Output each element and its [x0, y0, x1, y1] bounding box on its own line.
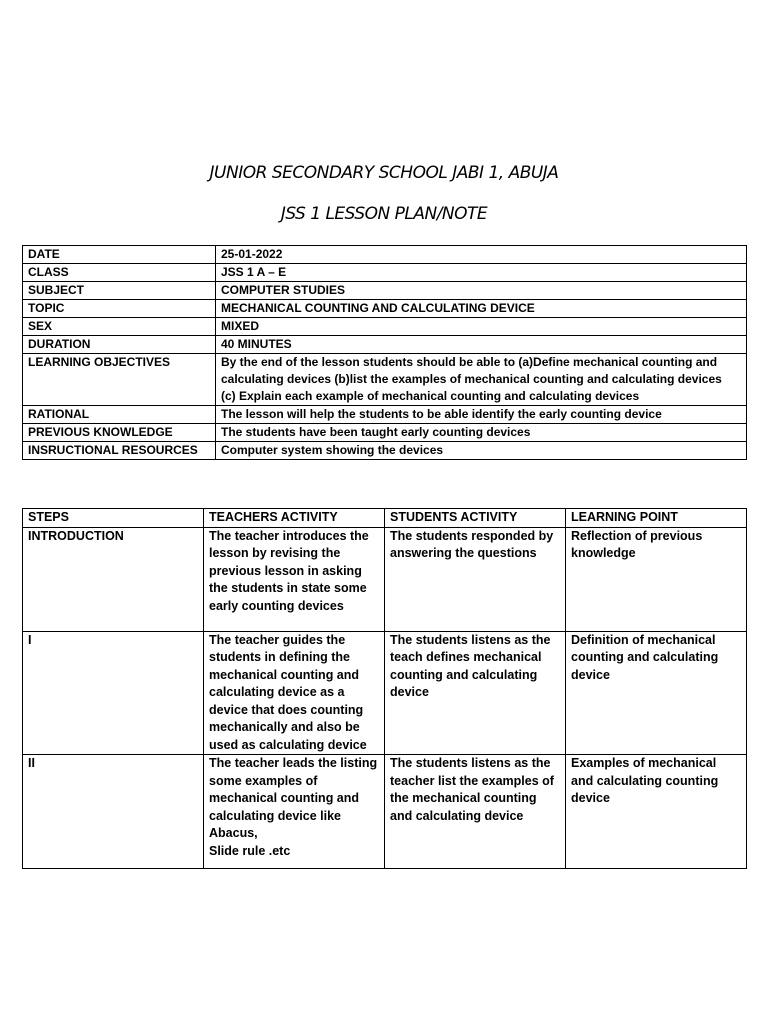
objectives-text: By the end of the lesson students should be able to (a)Define mechanical counting and calculating devices (b)list the examples of mechanical counting and calculating devices — [221, 355, 722, 386]
info-label: INSRUCTIONAL RESOURCES — [23, 442, 216, 460]
info-label: DATE — [23, 246, 216, 264]
objectives-text-c: (c) Explain each example of mechanical counting and calculating devices — [221, 389, 640, 403]
step-cell: I — [23, 631, 204, 755]
info-value: MECHANICAL COUNTING AND CALCULATING DEVICE — [216, 300, 747, 318]
teacher-activity-cell: The teacher guides the students in defining the mechanical counting and calculating device as a device that does counting mechanically and also be used as calculating device — [204, 631, 385, 755]
info-row-class — [23, 264, 747, 282]
learning-point-cell: Definition of mechanical counting and calculating device — [566, 631, 747, 755]
lesson-info-table — [22, 245, 747, 460]
teacher-activity-text-cont: Slide rule .etc — [209, 843, 291, 858]
info-value: 25-01-2022 — [216, 246, 747, 264]
info-value: 40 MINUTES — [216, 336, 747, 354]
students-activity-cell: The students listens as the teach defines mechanical counting and calculating device — [385, 631, 566, 755]
info-label: SEX — [23, 318, 216, 336]
step-row-introduction — [23, 527, 747, 631]
info-row-previous-knowledge — [23, 424, 747, 442]
info-label: SUBJECT — [23, 282, 216, 300]
info-label: CLASS — [23, 264, 216, 282]
info-row-sex — [23, 318, 747, 336]
info-label: RATIONAL — [23, 406, 216, 424]
column-header: STEPS — [23, 509, 204, 528]
step-row-i — [23, 631, 747, 755]
students-activity-cell: The students listens as the teacher list the examples of the mechanical counting and calculating device — [385, 755, 566, 869]
info-value: The lesson will help the students to be able identify the early counting device — [216, 406, 747, 424]
info-value: Computer system showing the devices — [216, 442, 747, 460]
info-label: PREVIOUS KNOWLEDGE — [23, 424, 216, 442]
column-header: TEACHERS ACTIVITY — [204, 509, 385, 528]
learning-point-cell: Reflection of previous knowledge — [566, 527, 747, 631]
info-value: The students have been taught early counting devices — [216, 424, 747, 442]
info-value: MIXED — [216, 318, 747, 336]
page-title: JSS 1 LESSON PLAN/NOTE — [280, 204, 488, 224]
step-cell: II — [23, 755, 204, 869]
step-cell: INTRODUCTION — [23, 527, 204, 631]
info-value: JSS 1 A – E — [216, 264, 747, 282]
info-row-resources — [23, 442, 747, 460]
school-name: JUNIOR SECONDARY SCHOOL JABI 1, ABUJA — [209, 163, 559, 183]
teacher-activity-cell — [204, 755, 385, 869]
learning-point-cell: Examples of mechanical and calculating counting device — [566, 755, 747, 869]
steps-header-row — [23, 509, 747, 528]
column-header: STUDENTS ACTIVITY — [385, 509, 566, 528]
info-row-subject — [23, 282, 747, 300]
info-row-date — [23, 246, 747, 264]
info-label: TOPIC — [23, 300, 216, 318]
step-row-ii — [23, 755, 747, 869]
teacher-activity-text: The teacher leads the listing some examples of mechanical counting and calculating device like Abacus, — [209, 756, 378, 840]
info-label: LEARNING OBJECTIVES — [23, 354, 216, 406]
info-value — [216, 354, 747, 406]
info-row-topic — [23, 300, 747, 318]
info-value: COMPUTER STUDIES — [216, 282, 747, 300]
column-header: LEARNING POINT — [566, 509, 747, 528]
teacher-activity-cell: The teacher introduces the lesson by revising the previous lesson in asking the students in state some early counting devices — [204, 527, 385, 631]
info-row-objectives — [23, 354, 747, 406]
students-activity-cell: The students responded by answering the questions — [385, 527, 566, 631]
lesson-steps-table — [22, 508, 747, 869]
info-row-rational — [23, 406, 747, 424]
info-label: DURATION — [23, 336, 216, 354]
info-row-duration — [23, 336, 747, 354]
